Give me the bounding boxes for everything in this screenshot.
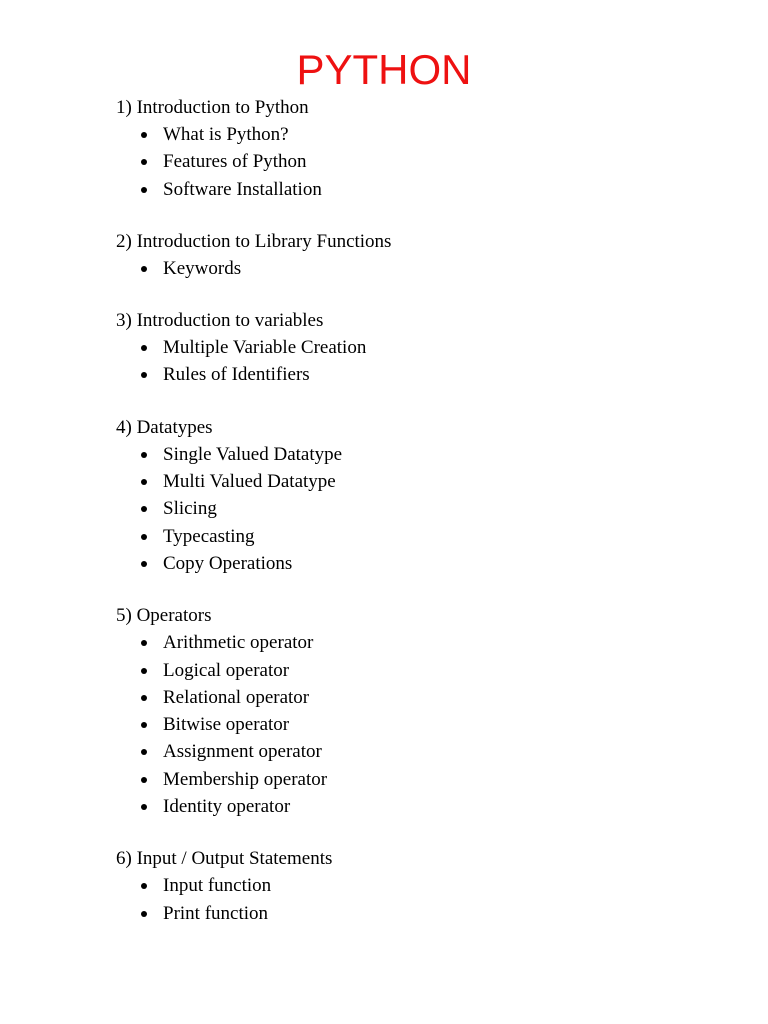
topic-item — [116, 793, 716, 820]
section-heading: 3) Introduction to variables — [116, 310, 324, 332]
topic-item — [116, 738, 716, 765]
toc-section — [116, 94, 716, 203]
topic-label: Print function — [163, 902, 269, 924]
topic-item — [116, 657, 716, 684]
topic-label: Assignment operator — [163, 741, 322, 763]
bullet-icon — [141, 345, 147, 351]
toc-section — [116, 414, 716, 577]
topic-label: Features of Python — [163, 151, 307, 173]
bullet-icon — [141, 777, 147, 783]
topic-list — [116, 441, 716, 577]
topic-item — [116, 468, 716, 495]
bullet-icon — [141, 749, 147, 755]
topic-label: Multiple Variable Creation — [163, 337, 367, 359]
section-heading: 4) Datatypes — [116, 416, 213, 438]
topic-item — [116, 121, 716, 148]
topic-label: Multi Valued Datatype — [163, 471, 336, 493]
bullet-icon — [141, 479, 147, 485]
bullet-icon — [141, 722, 147, 728]
topic-label: Single Valued Datatype — [163, 443, 343, 465]
topic-item — [116, 766, 716, 793]
bullet-icon — [141, 804, 147, 810]
topic-item — [116, 495, 716, 522]
topic-list — [116, 872, 716, 927]
bullet-icon — [141, 695, 147, 701]
topic-label: Input function — [163, 875, 272, 897]
section-heading: 2) Introduction to Library Functions — [116, 230, 392, 252]
bullet-icon — [141, 911, 147, 917]
topic-list — [116, 121, 716, 203]
bullet-icon — [141, 640, 147, 646]
topic-item — [116, 176, 716, 203]
topic-label: Copy Operations — [163, 552, 293, 574]
topic-list — [116, 255, 716, 282]
topic-item — [116, 872, 716, 899]
topic-label: Identity operator — [163, 796, 291, 818]
topic-item — [116, 148, 716, 175]
bullet-icon — [141, 187, 147, 193]
section-heading: 5) Operators — [116, 605, 212, 627]
topic-label: Logical operator — [163, 659, 290, 681]
topic-item — [116, 900, 716, 927]
bullet-icon — [141, 266, 147, 272]
topic-item — [116, 684, 716, 711]
topic-label: Typecasting — [163, 525, 255, 547]
topic-item — [116, 441, 716, 468]
topic-item — [116, 629, 716, 656]
topic-list — [116, 334, 716, 389]
bullet-icon — [141, 883, 147, 889]
bullet-icon — [141, 452, 147, 458]
topic-item — [116, 711, 716, 738]
bullet-icon — [141, 534, 147, 540]
topic-item — [116, 523, 716, 550]
bullet-icon — [141, 506, 147, 512]
topic-label: Arithmetic operator — [163, 632, 314, 654]
topic-label: Software Installation — [163, 178, 322, 200]
bullet-icon — [141, 159, 147, 165]
bullet-icon — [141, 132, 147, 138]
section-heading: 1) Introduction to Python — [116, 97, 309, 118]
topic-item — [116, 550, 716, 577]
bullet-icon — [141, 668, 147, 674]
topic-label: Membership operator — [163, 768, 328, 790]
topic-label: Rules of Identifiers — [163, 364, 310, 386]
toc-section — [116, 845, 716, 927]
toc-section — [116, 602, 716, 820]
topic-item — [116, 334, 716, 361]
toc-section — [116, 307, 716, 389]
topic-list — [116, 629, 716, 820]
table-of-contents — [116, 94, 716, 952]
topic-label: Keywords — [163, 257, 242, 279]
topic-label: What is Python? — [163, 124, 289, 145]
bullet-icon — [141, 561, 147, 567]
topic-label: Bitwise operator — [163, 714, 290, 736]
section-heading: 6) Input / Output Statements — [116, 848, 333, 870]
topic-label: Slicing — [163, 498, 217, 520]
bullet-icon — [141, 372, 147, 378]
toc-section — [116, 228, 716, 282]
page-title: PYTHON — [296, 46, 472, 93]
topic-item — [116, 361, 716, 388]
topic-item — [116, 255, 716, 282]
topic-label: Relational operator — [163, 686, 310, 708]
